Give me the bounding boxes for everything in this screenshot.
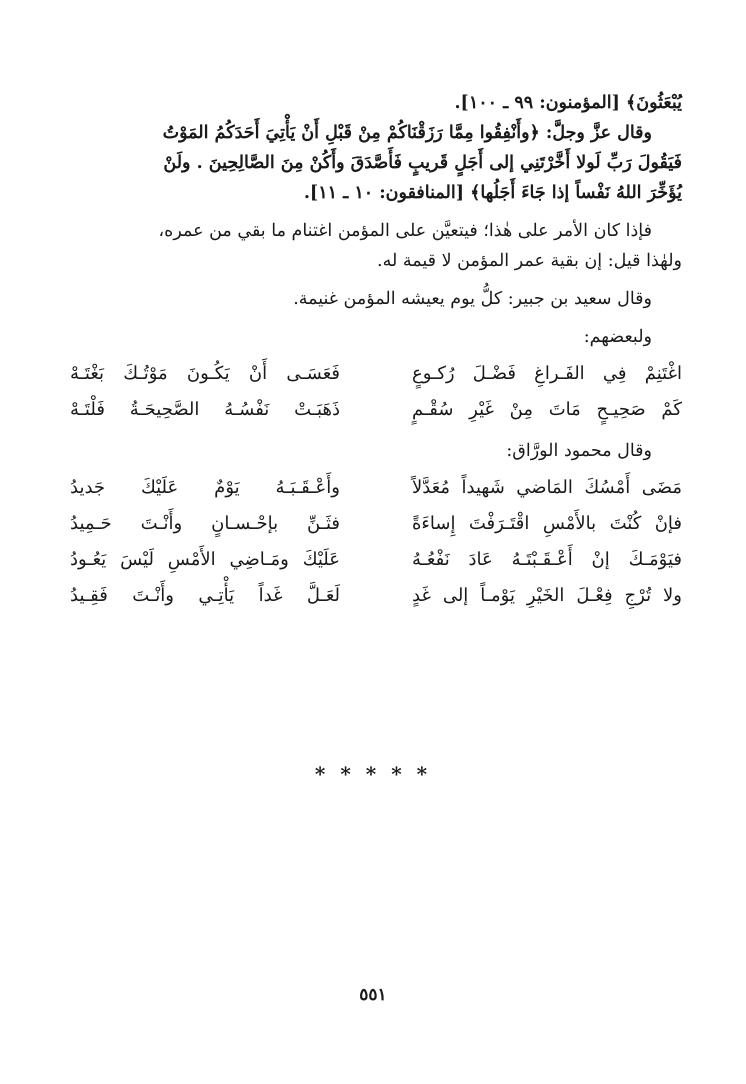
poem-2 (70, 470, 682, 614)
quran-quote-line-1: وقال عزَّ وجلَّ: ﴿وأَنْفِقُوا مِمَّا رَزَقْنَاكُمْ مِنْ قَبْلِ أَنْ يَأْتِيَ أَحَدَكُمُ المَوْتُ (162, 123, 652, 143)
verse-row (70, 470, 682, 506)
poem-intro-2: وقال محمود الورَّاق: (506, 441, 652, 461)
quran-verse-end: يُبْعَثُونَ﴾ [المؤمنون: ٩٩ ـ ١٠٠]. (454, 93, 682, 113)
verse-first-hemistich: فيَوْمَـكَ إنْ أَعْـقَـبْتَـهُ عَادَ نَفْعُـهُ (412, 549, 682, 570)
verse-first-hemistich: فإنْ كُنْتَ بالأَمْسِ اقْتَـرَفْتَ إِساءَةً (412, 513, 682, 534)
verse-second-hemistich: ذَهَبَـتْ نَفْسُـهُ الصَّحِيحَـةُ فَلْتَـهْ (70, 399, 340, 420)
paragraph-line-2: ولهٰذا قيل: إن بقية عمر المؤمن لا قيمة له. (377, 251, 682, 271)
saeed-quote: وقال سعيد بن جبير: كلُّ يوم يعيشه المؤمن غنيمة. (293, 289, 652, 309)
verse-row (70, 542, 682, 578)
verse-first-hemistich: مَضَى أَمْسُكَ المَاضي شَهيداً مُعَدَّلاً (412, 477, 682, 498)
verse-second-hemistich: عَلَيْكَ ومَـاضِي الأَمْسِ لَيْسَ يَعُـودُ (70, 549, 340, 570)
poem-intro-1: ولبعضهم: (583, 327, 652, 347)
verse-row (70, 506, 682, 542)
quran-quote-line-2: فَيَقُولَ رَبِّ لَولا أَخَّرْتَنِي إلى أَجَلٍ قَريبٍ فَأَصَّدَقَ وأَكُنْ مِنَ الصَّالِحِينَ . ولَنْ (163, 153, 682, 173)
section-ornament: * * * * * (314, 762, 432, 786)
paragraph-line-1: فإذا كان الأمر على هٰذا؛ فيتعيَّن على المؤمن اغتنام ما بقي من عمره، (158, 221, 652, 241)
verse-first-hemistich: كَمْ صَحِيـحٍ مَاتَ مِنْ غَيْرِ سُقْـمٍ (412, 399, 682, 420)
verse-first-hemistich: ولا تُرْجِ فِعْـلَ الخَيْرِ يَوْمـاً إلى غَدٍ (412, 585, 682, 606)
verse-second-hemistich: وأَعْـقَـبَـهُ يَوْمٌ عَلَيْكَ جَديدُ (70, 477, 340, 498)
verse-second-hemistich: فثَـنِّ بإحْـسـانٍ وأَنْـتَ حَـمِيدُ (70, 513, 340, 534)
poem-1 (70, 356, 682, 428)
page-number: ٥٥١ (359, 985, 387, 1005)
verse-row (70, 578, 682, 614)
verse-second-hemistich: فَعَسَـى أَنْ يَكُـونَ مَوْتُـكَ بَغْتَـهْ (70, 363, 340, 384)
verse-second-hemistich: لَعَـلَّ غَداً يَأْتِـي وأَنْـتَ فَقِـيدُ (70, 585, 340, 606)
page-body (70, 88, 682, 614)
verse-row (70, 392, 682, 428)
verse-row (70, 356, 682, 392)
verse-first-hemistich: اغْتَنِمْ فِي الفَـراغِ فَضْـلَ رُكـوعٍ (412, 363, 682, 384)
quran-quote-line-3: يُؤَخِّرَ اللهُ نَفْساً إذا جَاءَ أَجَلُها﴾ [المنافقون: ١٠ ـ ١١]. (303, 183, 682, 203)
